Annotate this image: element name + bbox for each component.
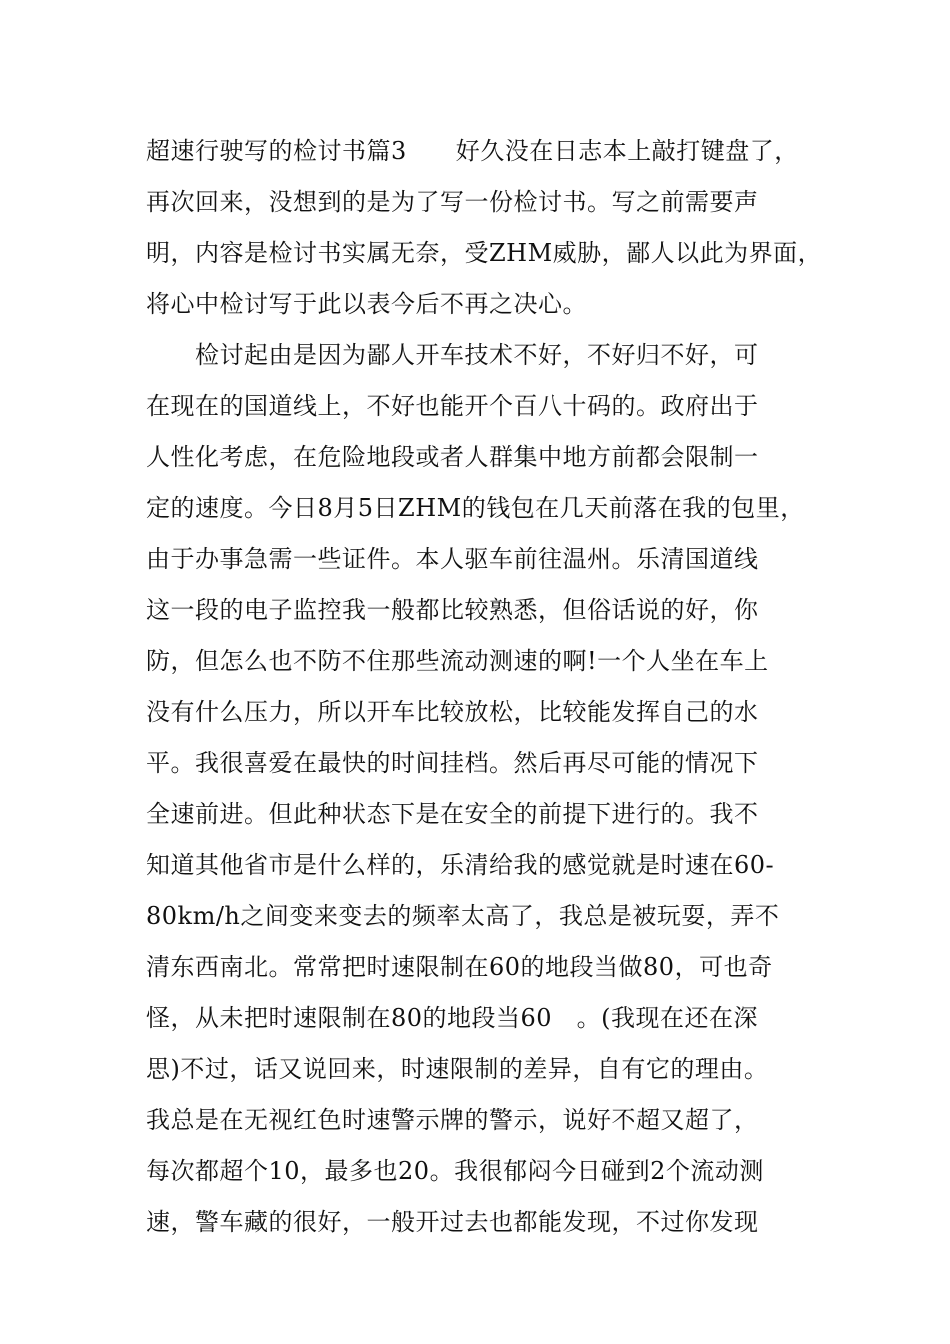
text-line: 防，但怎么也不防不住那些流动测速的啊!一个人坐在车上 [146, 647, 769, 675]
text-line: 我总是在无视红色时速警示牌的警示，说好不超又超了， [146, 1106, 759, 1134]
text-line: 检讨起由是因为鄙人开车技术不好，不好归不好，可 [146, 341, 759, 369]
text-line: 再次回来，没想到的是为了写一份检讨书。写之前需要声 [146, 188, 759, 216]
text-line: 超速行驶写的检讨书篇3 好久没在日志本上敲打键盘了， [146, 137, 799, 165]
text-line: 将心中检讨写于此以表今后不再之决心。 [146, 290, 587, 318]
text-line: 明，内容是检讨书实属无奈，受ZHM威胁，鄙人以此为界面， [146, 239, 823, 267]
text-line: 由于办事急需一些证件。本人驱车前往温州。乐清国道线 [146, 545, 759, 573]
text-line: 没有什么压力，所以开车比较放松，比较能发挥自己的水 [146, 698, 759, 726]
text-line: 知道其他省市是什么样的，乐清给我的感觉就是时速在60- [146, 851, 775, 879]
text-line: 80km/h之间变来变去的频率太高了，我总是被玩耍，弄不 [146, 902, 780, 930]
document-body [146, 126, 826, 1248]
text-line: 这一段的电子监控我一般都比较熟悉，但俗话说的好，你 [146, 596, 759, 624]
text-line: 定的速度。今日8月5日ZHM的钱包在几天前落在我的包里， [146, 494, 805, 522]
text-line: 人性化考虑，在危险地段或者人群集中地方前都会限制一 [146, 443, 759, 471]
text-line: 清东西南北。常常把时速限制在60的地段当做80，可也奇 [146, 953, 773, 981]
text-line: 每次都超个10，最多也20。我很郁闷今日碰到2个流动测 [146, 1157, 764, 1185]
text-line: 速，警车藏的很好，一般开过去也都能发现，不过你发现 [146, 1208, 759, 1236]
text-line: 思)不过，话又说回来，时速限制的差异，自有它的理由。 [146, 1055, 769, 1083]
text-line: 怪，从未把时速限制在80的地段当60 。(我现在还在深 [146, 1004, 758, 1032]
text-line: 在现在的国道线上，不好也能开个百八十码的。政府出于 [146, 392, 759, 420]
text-line: 全速前进。但此种状态下是在安全的前提下进行的。我不 [146, 800, 759, 828]
text-line: 平。我很喜爱在最快的时间挂档。然后再尽可能的情况下 [146, 749, 759, 777]
